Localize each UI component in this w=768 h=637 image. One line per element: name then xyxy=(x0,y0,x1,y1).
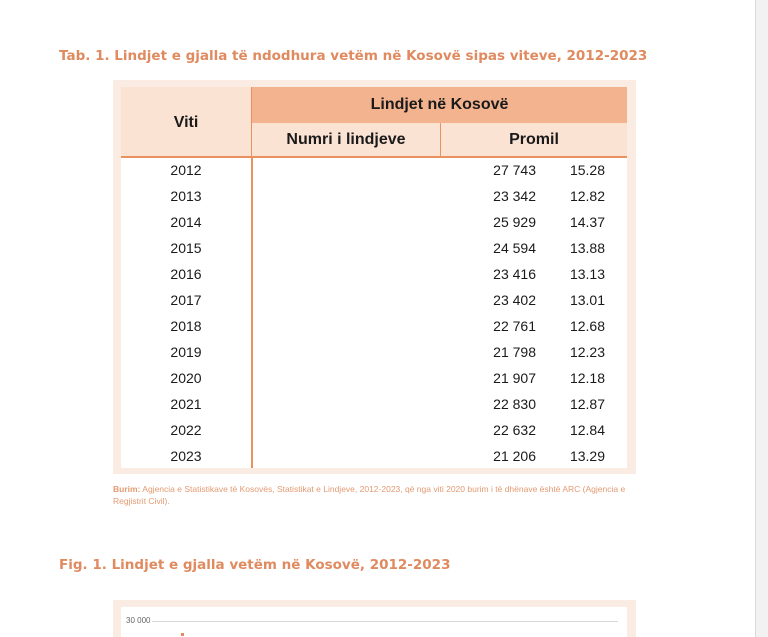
cell-births: 21 206 xyxy=(493,448,536,464)
table-row xyxy=(121,184,627,210)
cell-year: 2020 xyxy=(170,370,202,386)
cell-promil: 13.01 xyxy=(569,292,605,308)
cell-births: 22 830 xyxy=(493,396,536,412)
cell-year: 2018 xyxy=(170,318,202,334)
table-row xyxy=(121,288,627,314)
chart-gridline xyxy=(152,621,618,622)
cell-promil: 15.28 xyxy=(569,162,605,178)
table-title: Tab. 1. Lindjet e gjalla të ndodhura vetëm në Kosovë sipas viteve, 2012-2023 xyxy=(59,48,648,64)
cell-promil: 14.37 xyxy=(569,214,605,230)
table-row xyxy=(121,418,627,444)
cell-promil: 13.88 xyxy=(569,240,605,256)
cell-year: 2023 xyxy=(170,448,202,464)
cell-year: 2021 xyxy=(170,396,202,412)
table-row xyxy=(121,392,627,418)
cell-births: 27 743 xyxy=(493,162,536,178)
table-row xyxy=(121,262,627,288)
chart-series-mark xyxy=(181,633,184,636)
cell-births: 25 929 xyxy=(493,214,536,230)
viewer-margin xyxy=(756,0,768,637)
cell-promil: 12.68 xyxy=(569,318,605,334)
cell-births: 23 402 xyxy=(493,292,536,308)
cell-births: 21 907 xyxy=(493,370,536,386)
cell-births: 22 761 xyxy=(493,318,536,334)
table-row xyxy=(121,444,627,470)
figure-title: Fig. 1. Lindjet e gjalla vetëm në Kosovë, 2012-2023 xyxy=(59,557,451,573)
source-note xyxy=(113,483,638,507)
table-row xyxy=(121,210,627,236)
table-row xyxy=(121,314,627,340)
cell-promil: 12.23 xyxy=(569,344,605,360)
cell-year: 2016 xyxy=(170,266,202,282)
table-body xyxy=(121,158,627,470)
cell-promil: 12.18 xyxy=(569,370,605,386)
cell-year: 2013 xyxy=(170,188,202,204)
cell-year: 2019 xyxy=(170,344,202,360)
y-tick-label: 30 000 xyxy=(126,616,151,625)
source-text: Agjencia e Statistikave të Kosovës, Statistikat e Lindjeve, 2012-2023, që nga viti 2020 burim i të dhënave është ARC (Agjencia e Regjistrit Civil). xyxy=(113,484,626,506)
cell-promil: 13.13 xyxy=(569,266,605,282)
header-numri-i-lindjeve: Numri i lindjeve xyxy=(286,131,406,148)
header-viti: Viti xyxy=(173,114,199,131)
cell-promil: 12.84 xyxy=(569,422,605,438)
cell-promil: 13.29 xyxy=(569,448,605,464)
cell-promil: 12.87 xyxy=(569,396,605,412)
cell-year: 2014 xyxy=(170,214,202,230)
table-row xyxy=(121,236,627,262)
source-label: Burim: xyxy=(113,484,141,494)
header-lindjet-ne-kosove: Lindjet në Kosovë xyxy=(370,96,509,113)
cell-year: 2017 xyxy=(170,292,202,308)
cell-births: 24 594 xyxy=(493,240,536,256)
cell-year: 2015 xyxy=(170,240,202,256)
chart-area xyxy=(121,607,627,637)
cell-births: 23 342 xyxy=(493,188,536,204)
cell-year: 2022 xyxy=(170,422,202,438)
cell-births: 23 416 xyxy=(493,266,536,282)
table-row xyxy=(121,340,627,366)
cell-births: 22 632 xyxy=(493,422,536,438)
header-promil: Promil xyxy=(509,131,559,148)
cell-births: 21 798 xyxy=(493,344,536,360)
cell-year: 2012 xyxy=(170,162,202,178)
cell-promil: 12.82 xyxy=(569,188,605,204)
table-row xyxy=(121,158,627,184)
table-row xyxy=(121,366,627,392)
